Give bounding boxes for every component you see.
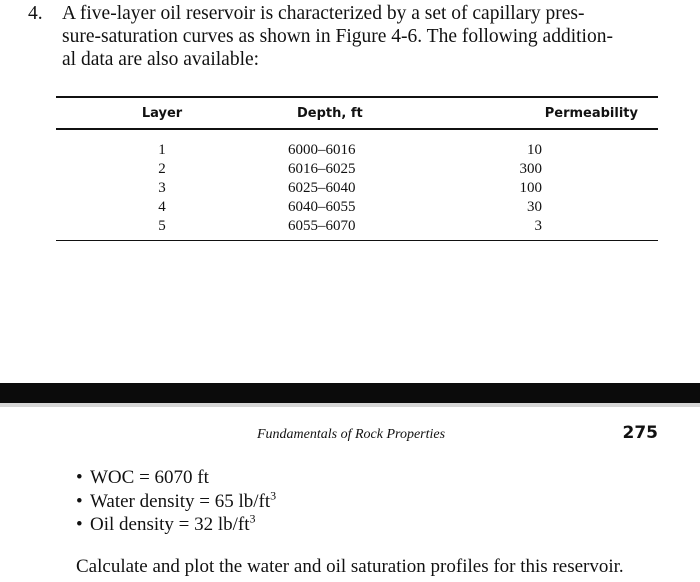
cell-permeability: 300 <box>519 160 542 177</box>
superscript-3: 3 <box>249 511 256 526</box>
cell-depth: 6016–6025 <box>288 160 356 177</box>
superscript-3: 3 <box>270 488 277 503</box>
problem-line-1: 4. A five-layer oil reservoir is characterized by a set of capillary pres- <box>28 3 585 24</box>
cell-layer: 1 <box>158 141 166 158</box>
cell-layer: 5 <box>158 217 166 234</box>
header-permeability: Permeability <box>544 106 638 121</box>
table-body <box>56 130 658 234</box>
bullet-water-density: • Water density = 65 $lb/ft^3$ <box>76 488 277 512</box>
bullet-marker: • <box>76 514 83 535</box>
cell-layer: 3 <box>158 179 166 196</box>
cell-depth: 6040–6055 <box>288 198 356 215</box>
cell-layer: 4 <box>158 198 166 215</box>
data-bullet-list <box>76 466 276 537</box>
header-layer: Layer <box>141 106 183 121</box>
table-row <box>56 180 658 199</box>
bullet-oil-density: • Oil density = 32 $lb/ft^3$ <box>76 511 256 535</box>
table-header-row <box>56 98 658 128</box>
cell-permeability: 10 <box>527 141 542 158</box>
table-row <box>56 218 658 237</box>
header-depth: Depth, ft <box>297 106 363 121</box>
cell-permeability: 30 <box>527 198 542 215</box>
problem-statement <box>28 2 668 71</box>
page-break-band <box>0 383 700 403</box>
bullet-marker: • <box>76 467 83 488</box>
cell-permeability: 100 <box>519 179 542 196</box>
table-row <box>56 142 658 161</box>
cell-permeability: 3 <box>534 217 542 234</box>
closing-instruction: Calculate and plot the water and oil saturation profiles for this reservoir. <box>76 556 624 577</box>
page-break-shadow <box>0 403 700 407</box>
bullet-woc: • WOC = 6070 ft <box>76 467 209 488</box>
page-number: 275 <box>622 423 658 443</box>
cell-layer: 2 <box>158 160 166 177</box>
bullet-marker: • <box>76 490 83 512</box>
running-footer-title: Fundamentals of Rock Properties <box>257 427 446 442</box>
cell-depth: 6000–6016 <box>288 141 356 158</box>
problem-number: 4. <box>28 3 43 24</box>
table-row <box>56 161 658 180</box>
cell-depth: 6025–6040 <box>288 179 356 196</box>
cell-depth: 6055–6070 <box>288 217 356 234</box>
problem-line-3: al data are also available: <box>62 49 260 70</box>
table-row <box>56 199 658 218</box>
reservoir-data-table <box>56 96 658 241</box>
problem-line-2: sure-saturation curves as shown in Figure 4-6. The following addition- <box>62 26 613 47</box>
table-bottom-rule <box>56 240 658 242</box>
